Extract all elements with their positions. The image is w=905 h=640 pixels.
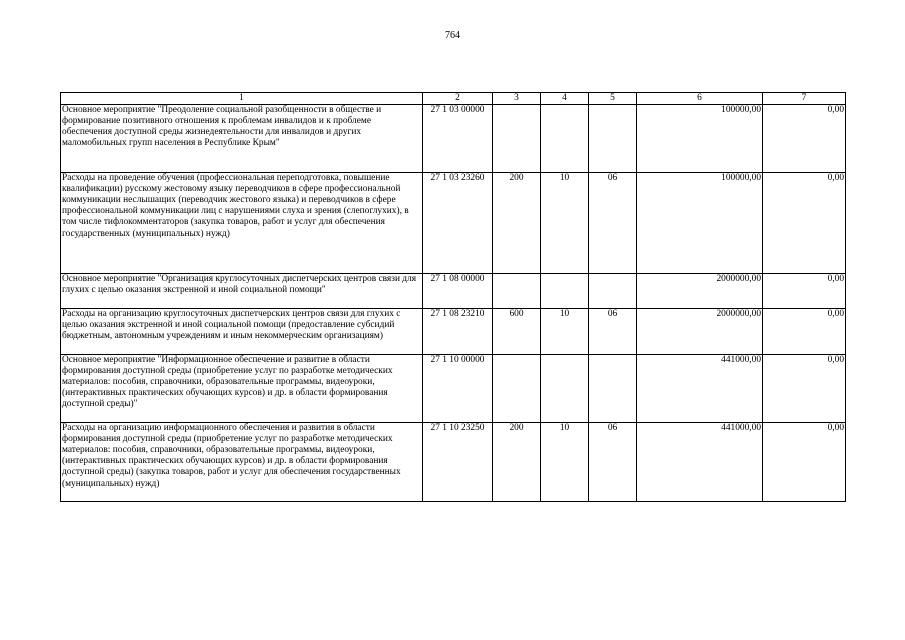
row-code: 27 1 10 23250 xyxy=(423,423,493,502)
column-header: 7 xyxy=(763,93,846,105)
row-code: 27 1 08 00000 xyxy=(423,274,493,309)
row-amount-2: 0,00 xyxy=(763,309,846,355)
row-col5 xyxy=(589,105,637,173)
row-amount-1: 100000,00 xyxy=(637,173,763,274)
row-amount-2: 0,00 xyxy=(763,274,846,309)
row-col5: 06 xyxy=(589,173,637,274)
row-amount-2: 0,00 xyxy=(763,105,846,173)
row-col3 xyxy=(493,355,541,423)
row-name: Основное мероприятие "Организация круглосуточных диспетчерских центров связи для глухих с целью оказания экстренной и иной социальной помощи" xyxy=(61,274,423,309)
row-code: 27 1 08 23210 xyxy=(423,309,493,355)
table-row xyxy=(61,355,846,423)
table-row xyxy=(61,105,846,173)
column-header: 5 xyxy=(589,93,637,105)
table-header-row xyxy=(61,93,846,105)
row-col3: 200 xyxy=(493,423,541,502)
row-code: 27 1 03 00000 xyxy=(423,105,493,173)
row-col3: 200 xyxy=(493,173,541,274)
row-amount-1: 100000,00 xyxy=(637,105,763,173)
row-name: Основное мероприятие "Информационное обеспечение и развитие в области формирования доступной среды (приобретение услуг по разработке методических материалов: пособия, справочники, образовательные программы, видеоуроки, (интерактивных практических обучающих курсов) и др. в области формирования доступной среды)" xyxy=(61,355,423,423)
row-col5: 06 xyxy=(589,423,637,502)
row-col3 xyxy=(493,105,541,173)
row-col4 xyxy=(541,355,589,423)
row-col4: 10 xyxy=(541,173,589,274)
row-col4 xyxy=(541,274,589,309)
column-header: 6 xyxy=(637,93,763,105)
row-name: Расходы на проведение обучения (профессиональная переподготовка, повышение квалификации) русскому жестовому языку переводчиков в сфере профессиональной коммуникации неслышащих (переводчик жестового языка) и переводчиков в сфере профессиональной коммуникации лиц с нарушениями слуха и зрения (слепоглухих), в том числе тифлокомментаторов (закупка товаров, работ и услуг для обеспечения государственных (муниципальных) нужд) xyxy=(61,173,423,274)
row-code: 27 1 10 00000 xyxy=(423,355,493,423)
column-header: 1 xyxy=(61,93,423,105)
row-col5: 06 xyxy=(589,309,637,355)
table-row xyxy=(61,423,846,502)
row-amount-2: 0,00 xyxy=(763,423,846,502)
row-col4: 10 xyxy=(541,423,589,502)
row-name: Расходы на организацию круглосуточных диспетчерских центров связи для глухих с целью оказания экстренной и иной социальной помощи (предоставление субсидий бюджетным, автономным учреждениям и иным некоммерческим организациям) xyxy=(61,309,423,355)
row-col4: 10 xyxy=(541,309,589,355)
table-row xyxy=(61,309,846,355)
row-amount-1: 2000000,00 xyxy=(637,309,763,355)
row-col5 xyxy=(589,274,637,309)
table-row xyxy=(61,274,846,309)
column-header: 4 xyxy=(541,93,589,105)
row-amount-1: 2000000,00 xyxy=(637,274,763,309)
page-number: 764 xyxy=(445,30,460,41)
row-col3 xyxy=(493,274,541,309)
row-code: 27 1 03 23260 xyxy=(423,173,493,274)
row-amount-1: 441000,00 xyxy=(637,355,763,423)
row-amount-2: 0,00 xyxy=(763,173,846,274)
row-name: Расходы на организацию информационного обеспечения и развития в области формирования доступной среды (приобретение услуг по разработке методических материалов: пособия, справочники, образовательные программы, видеоуроки, (интерактивных практических обучающих курсов) и др. в области формирования доступной среды) (закупка товаров, работ и услуг для обеспечения государственных (муниципальных) нужд) xyxy=(61,423,423,502)
column-header: 3 xyxy=(493,93,541,105)
row-amount-1: 441000,00 xyxy=(637,423,763,502)
row-col4 xyxy=(541,105,589,173)
table-row xyxy=(61,173,846,274)
row-col3: 600 xyxy=(493,309,541,355)
row-amount-2: 0,00 xyxy=(763,355,846,423)
column-header: 2 xyxy=(423,93,493,105)
budget-table xyxy=(60,92,846,502)
row-name: Основное мероприятие "Преодоление социальной разобщенности в обществе и формирование позитивного отношения к проблемам инвалидов и к проблеме обеспечения доступной среды жизнедеятельности для инвалидов и других маломобильных групп населения в Республике Крым" xyxy=(61,105,423,173)
row-col5 xyxy=(589,355,637,423)
